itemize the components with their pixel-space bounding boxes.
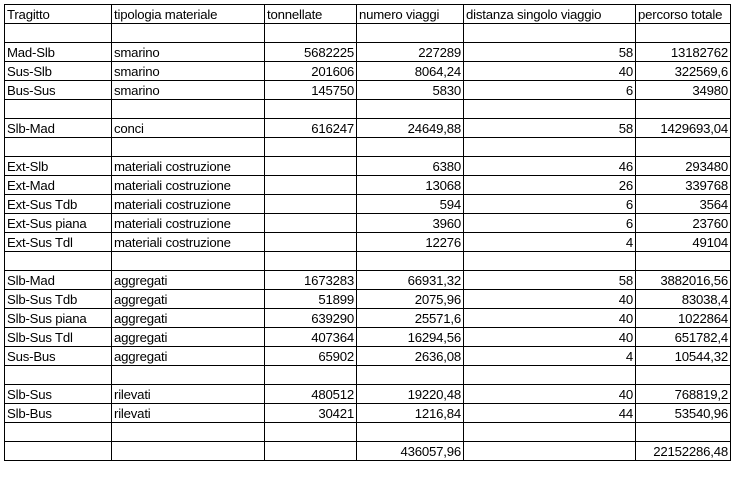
cell-tragitto[interactable]: Slb-Sus <box>5 385 112 404</box>
cell-distanza[interactable]: 40 <box>464 290 636 309</box>
cell-percorso[interactable]: 1429693,04 <box>636 119 731 138</box>
table-row <box>5 62 731 81</box>
cell-tipologia[interactable]: aggregati <box>112 290 265 309</box>
cell-distanza[interactable]: 26 <box>464 176 636 195</box>
cell-percorso[interactable]: 13182762 <box>636 43 731 62</box>
cell-viaggi[interactable]: 8064,24 <box>357 62 464 81</box>
cell-tipologia[interactable] <box>112 423 265 442</box>
cell-percorso[interactable] <box>636 423 731 442</box>
cell-percorso[interactable] <box>636 366 731 385</box>
cell-distanza[interactable]: 58 <box>464 119 636 138</box>
cell-tonnellate[interactable] <box>265 176 357 195</box>
table-row <box>5 24 731 43</box>
cell-tragitto[interactable]: Slb-Sus piana <box>5 309 112 328</box>
cell-tonnellate[interactable] <box>265 423 357 442</box>
cell-viaggi[interactable] <box>357 423 464 442</box>
table-row <box>5 252 731 271</box>
cell-tonnellate[interactable]: 616247 <box>265 119 357 138</box>
cell-tragitto[interactable]: Slb-Sus Tdl <box>5 328 112 347</box>
cell-viaggi[interactable]: 66931,32 <box>357 271 464 290</box>
cell-tragitto[interactable]: Ext-Sus Tdl <box>5 233 112 252</box>
cell-distanza[interactable]: 58 <box>464 43 636 62</box>
cell-tragitto[interactable] <box>5 366 112 385</box>
cell-tragitto[interactable]: Ext-Sus Tdb <box>5 195 112 214</box>
table-row <box>5 309 731 328</box>
table-row <box>5 214 731 233</box>
cell-percorso[interactable]: 3564 <box>636 195 731 214</box>
cell-percorso[interactable]: 83038,4 <box>636 290 731 309</box>
table-row <box>5 100 731 119</box>
cell-tipologia[interactable] <box>112 24 265 43</box>
cell-tragitto[interactable] <box>5 252 112 271</box>
table-row <box>5 366 731 385</box>
cell-distanza[interactable]: 44 <box>464 404 636 423</box>
spreadsheet-table <box>4 4 731 461</box>
cell-tipologia[interactable] <box>112 366 265 385</box>
table-body <box>5 5 731 461</box>
cell-viaggi[interactable]: 1216,84 <box>357 404 464 423</box>
cell-tragitto[interactable]: Slb-Bus <box>5 404 112 423</box>
cell-distanza[interactable]: 6 <box>464 81 636 100</box>
cell-tragitto[interactable]: Mad-Slb <box>5 43 112 62</box>
cell-viaggi[interactable] <box>357 24 464 43</box>
cell-viaggi[interactable] <box>357 138 464 157</box>
cell-viaggi[interactable] <box>357 252 464 271</box>
cell-tragitto[interactable] <box>5 423 112 442</box>
cell-tragitto[interactable] <box>5 442 112 461</box>
cell-tipologia[interactable]: aggregati <box>112 347 265 366</box>
cell-tipologia[interactable] <box>112 100 265 119</box>
cell-tipologia[interactable]: smarino <box>112 43 265 62</box>
table-row <box>5 423 731 442</box>
cell-percorso[interactable]: 10544,32 <box>636 347 731 366</box>
cell-tonnellate[interactable]: 51899 <box>265 290 357 309</box>
cell-tragitto[interactable]: Bus-Sus <box>5 81 112 100</box>
cell-tipologia[interactable]: materiali costruzione <box>112 157 265 176</box>
table-row <box>5 195 731 214</box>
cell-tragitto[interactable]: Ext-Slb <box>5 157 112 176</box>
cell-tipologia[interactable]: aggregati <box>112 328 265 347</box>
cell-viaggi[interactable]: 5830 <box>357 81 464 100</box>
table-row <box>5 290 731 309</box>
header-tragitto[interactable]: Tragitto <box>5 5 112 24</box>
cell-percorso[interactable]: 651782,4 <box>636 328 731 347</box>
cell-tragitto[interactable]: Ext-Mad <box>5 176 112 195</box>
cell-tragitto[interactable] <box>5 138 112 157</box>
cell-distanza[interactable]: 40 <box>464 309 636 328</box>
cell-distanza[interactable]: 40 <box>464 328 636 347</box>
table-row <box>5 81 731 100</box>
cell-distanza[interactable] <box>464 252 636 271</box>
table-row <box>5 157 731 176</box>
cell-tonnellate[interactable]: 145750 <box>265 81 357 100</box>
cell-percorso[interactable] <box>636 24 731 43</box>
cell-percorso[interactable]: 22152286,48 <box>636 442 731 461</box>
cell-percorso[interactable]: 34980 <box>636 81 731 100</box>
cell-viaggi[interactable] <box>357 366 464 385</box>
cell-percorso[interactable]: 339768 <box>636 176 731 195</box>
cell-distanza[interactable]: 6 <box>464 195 636 214</box>
header-numero-viaggi[interactable]: numero viaggi <box>357 5 464 24</box>
table-row <box>5 442 731 461</box>
cell-viaggi[interactable]: 436057,96 <box>357 442 464 461</box>
cell-distanza[interactable] <box>464 24 636 43</box>
cell-percorso[interactable]: 293480 <box>636 157 731 176</box>
cell-percorso[interactable]: 768819,2 <box>636 385 731 404</box>
cell-tonnellate[interactable] <box>265 442 357 461</box>
cell-distanza[interactable] <box>464 442 636 461</box>
cell-tonnellate[interactable]: 65902 <box>265 347 357 366</box>
table-row <box>5 176 731 195</box>
table-row <box>5 138 731 157</box>
cell-tipologia[interactable]: smarino <box>112 81 265 100</box>
cell-percorso[interactable]: 3882016,56 <box>636 271 731 290</box>
cell-tonnellate[interactable] <box>265 366 357 385</box>
cell-percorso[interactable]: 53540,96 <box>636 404 731 423</box>
cell-distanza[interactable]: 58 <box>464 271 636 290</box>
table-row <box>5 43 731 62</box>
cell-tipologia[interactable]: materiali costruzione <box>112 195 265 214</box>
cell-tonnellate[interactable]: 1673283 <box>265 271 357 290</box>
header-row <box>5 5 731 24</box>
cell-percorso[interactable] <box>636 100 731 119</box>
cell-percorso[interactable]: 1022864 <box>636 309 731 328</box>
cell-viaggi[interactable]: 3960 <box>357 214 464 233</box>
cell-viaggi[interactable]: 19220,48 <box>357 385 464 404</box>
cell-tragitto[interactable]: Slb-Sus Tdb <box>5 290 112 309</box>
cell-tragitto[interactable]: Sus-Slb <box>5 62 112 81</box>
cell-tipologia[interactable]: materiali costruzione <box>112 176 265 195</box>
cell-distanza[interactable]: 6 <box>464 214 636 233</box>
cell-tonnellate[interactable] <box>265 157 357 176</box>
cell-distanza[interactable] <box>464 423 636 442</box>
cell-tonnellate[interactable]: 480512 <box>265 385 357 404</box>
cell-viaggi[interactable]: 227289 <box>357 43 464 62</box>
cell-viaggi[interactable]: 25571,6 <box>357 309 464 328</box>
cell-tonnellate[interactable]: 639290 <box>265 309 357 328</box>
table-row <box>5 119 731 138</box>
header-percorso-totale[interactable]: percorso totale <box>636 5 731 24</box>
cell-distanza[interactable]: 46 <box>464 157 636 176</box>
cell-viaggi[interactable]: 12276 <box>357 233 464 252</box>
table-row <box>5 404 731 423</box>
cell-distanza[interactable]: 4 <box>464 233 636 252</box>
cell-distanza[interactable]: 40 <box>464 62 636 81</box>
cell-tragitto[interactable] <box>5 24 112 43</box>
cell-percorso[interactable] <box>636 138 731 157</box>
cell-tonnellate[interactable]: 30421 <box>265 404 357 423</box>
cell-distanza[interactable]: 40 <box>464 385 636 404</box>
cell-percorso[interactable]: 23760 <box>636 214 731 233</box>
cell-tonnellate[interactable] <box>265 24 357 43</box>
cell-tragitto[interactable]: Slb-Mad <box>5 119 112 138</box>
cell-tonnellate[interactable] <box>265 100 357 119</box>
cell-tipologia[interactable]: rilevati <box>112 404 265 423</box>
cell-viaggi[interactable]: 6380 <box>357 157 464 176</box>
cell-tipologia[interactable]: materiali costruzione <box>112 233 265 252</box>
cell-tipologia[interactable] <box>112 442 265 461</box>
cell-tragitto[interactable]: Sus-Bus <box>5 347 112 366</box>
cell-percorso[interactable]: 322569,6 <box>636 62 731 81</box>
cell-viaggi[interactable]: 13068 <box>357 176 464 195</box>
cell-tipologia[interactable]: conci <box>112 119 265 138</box>
cell-tonnellate[interactable] <box>265 214 357 233</box>
header-tipologia-materiale[interactable]: tipologia materiale <box>112 5 265 24</box>
cell-tragitto[interactable] <box>5 100 112 119</box>
header-distanza-singolo-viaggio[interactable]: distanza singolo viaggio <box>464 5 636 24</box>
table-row <box>5 347 731 366</box>
table-row <box>5 385 731 404</box>
cell-distanza[interactable] <box>464 100 636 119</box>
cell-tipologia[interactable]: aggregati <box>112 271 265 290</box>
cell-tragitto[interactable]: Ext-Sus piana <box>5 214 112 233</box>
cell-viaggi[interactable]: 2075,96 <box>357 290 464 309</box>
cell-percorso[interactable]: 49104 <box>636 233 731 252</box>
cell-tipologia[interactable]: smarino <box>112 62 265 81</box>
cell-distanza[interactable] <box>464 366 636 385</box>
cell-distanza[interactable]: 4 <box>464 347 636 366</box>
table-row <box>5 271 731 290</box>
cell-tipologia[interactable]: materiali costruzione <box>112 214 265 233</box>
table-row <box>5 328 731 347</box>
cell-tonnellate[interactable] <box>265 252 357 271</box>
cell-viaggi[interactable]: 16294,56 <box>357 328 464 347</box>
table-row <box>5 233 731 252</box>
cell-distanza[interactable] <box>464 138 636 157</box>
cell-tipologia[interactable] <box>112 138 265 157</box>
cell-tragitto[interactable]: Slb-Mad <box>5 271 112 290</box>
cell-percorso[interactable] <box>636 252 731 271</box>
cell-tipologia[interactable]: aggregati <box>112 309 265 328</box>
cell-tipologia[interactable] <box>112 252 265 271</box>
cell-tonnellate[interactable]: 407364 <box>265 328 357 347</box>
cell-viaggi[interactable] <box>357 100 464 119</box>
cell-tonnellate[interactable] <box>265 195 357 214</box>
cell-viaggi[interactable]: 2636,08 <box>357 347 464 366</box>
cell-tonnellate[interactable]: 201606 <box>265 62 357 81</box>
cell-tonnellate[interactable] <box>265 233 357 252</box>
cell-tonnellate[interactable]: 5682225 <box>265 43 357 62</box>
cell-tonnellate[interactable] <box>265 138 357 157</box>
cell-tipologia[interactable]: rilevati <box>112 385 265 404</box>
cell-viaggi[interactable]: 594 <box>357 195 464 214</box>
header-tonnellate[interactable]: tonnellate <box>265 5 357 24</box>
cell-viaggi[interactable]: 24649,88 <box>357 119 464 138</box>
